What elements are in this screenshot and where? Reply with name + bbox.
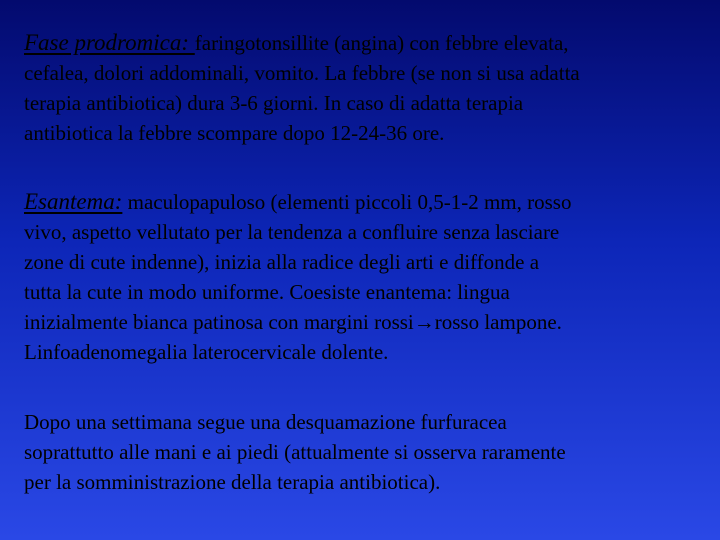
paragraph-line: Linfoadenomegalia laterocervicale dolente.	[24, 340, 389, 364]
paragraph-line: Dopo una settimana segue una desquamazione furfuracea	[24, 410, 507, 434]
paragraph-line: vivo, aspetto vellutato per la tendenza a confluire senza lasciare	[24, 220, 560, 244]
paragraph-text: faringotonsillite (angina) con febbre elevata,	[194, 31, 569, 55]
paragraph-line: tutta la cute in modo uniforme. Coesiste enantema: lingua	[24, 280, 510, 304]
paragraph-line	[24, 28, 718, 58]
paragraph-line: zone di cute indenne), inizia alla radice degli arti e diffonde a	[24, 250, 540, 274]
desquamation-paragraph	[24, 407, 718, 497]
exanthem-paragraph	[24, 187, 718, 367]
paragraph-line: inizialmente bianca patinosa con margini rossi→rosso lampone.	[24, 310, 562, 334]
paragraph-line: antibiotica la febbre scompare dopo 12-24-36 ore.	[24, 121, 445, 145]
paragraph-line: per la somministrazione della terapia antibiotica).	[24, 470, 441, 494]
paragraph-line: terapia antibiotica) dura 3-6 giorni. In caso di adatta terapia	[24, 91, 524, 115]
paragraph-line: cefalea, dolori addominali, vomito. La febbre (se non si usa adatta	[24, 61, 580, 85]
exanthem-heading: Esantema:	[24, 189, 123, 214]
prodromal-phase-heading: Fase prodromica:	[24, 30, 195, 55]
prodromal-phase-paragraph	[24, 28, 718, 148]
paragraph-line: soprattutto alle mani e ai piedi (attualmente si osserva raramente	[24, 440, 566, 464]
paragraph-line	[24, 187, 718, 217]
paragraph-text: maculopapuloso (elementi piccoli 0,5-1-2 mm, rosso	[122, 190, 572, 214]
